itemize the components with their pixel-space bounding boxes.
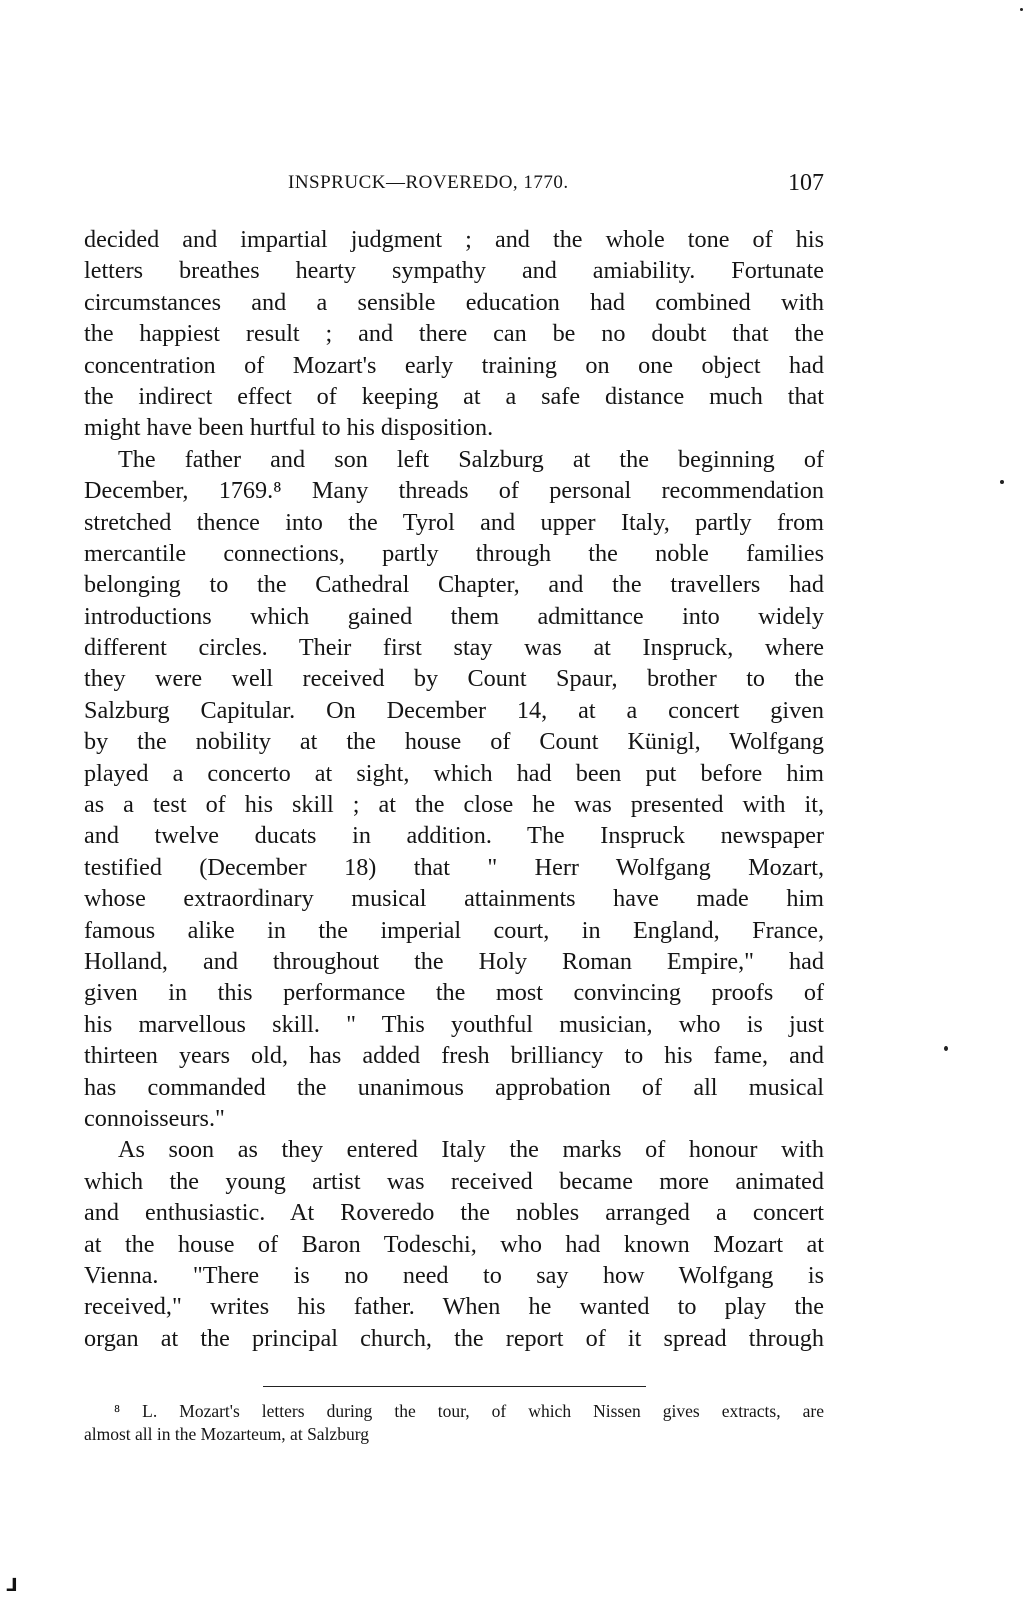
text-line: given in this performance the most convincing proofs of bbox=[84, 979, 824, 1007]
text-line: connoisseurs." bbox=[84, 1104, 225, 1132]
footnote-line: almost all in the Mozarteum, at Salzburg bbox=[84, 1424, 369, 1444]
text-line: which the young artist was received became more animated bbox=[84, 1167, 824, 1195]
text-line: mercantile connections, partly through the noble families bbox=[84, 539, 824, 567]
text-line: famous alike in the imperial court, in England, France, bbox=[84, 916, 824, 944]
footnote-rule bbox=[263, 1386, 646, 1387]
text-line: Salzburg Capitular. On December 14, at a concert given bbox=[84, 696, 824, 724]
text-line: stretched thence into the Tyrol and upper Italy, partly from bbox=[84, 508, 824, 536]
text-line: and enthusiastic. At Roveredo the nobles arranged a concert bbox=[84, 1199, 824, 1227]
scan-corner-mark: ⅃ bbox=[6, 1575, 18, 1595]
text-line: thirteen years old, has added fresh brilliancy to his fame, and bbox=[84, 1042, 824, 1070]
text-line: the indirect effect of keeping at a safe distance much that bbox=[84, 382, 824, 410]
text-line: has commanded the unanimous approbation of all musical bbox=[84, 1073, 824, 1101]
corner-speck bbox=[1020, 8, 1023, 11]
text-line: belonging to the Cathedral Chapter, and the travellers had bbox=[84, 571, 824, 599]
text-line: at the house of Baron Todeschi, who had known Mozart at bbox=[84, 1230, 824, 1258]
margin-speck bbox=[1000, 480, 1004, 484]
footnote bbox=[84, 1400, 824, 1446]
text-line: by the nobility at the house of Count Künigl, Wolfgang bbox=[84, 728, 824, 756]
footnote-line: ⁸ L. Mozart's letters during the tour, of which Nissen gives extracts, are bbox=[114, 1401, 824, 1421]
paragraph-first-line: As soon as they entered Italy the marks of honour with bbox=[118, 1136, 824, 1164]
text-line: and twelve ducats in addition. The Inspruck newspaper bbox=[84, 822, 824, 850]
text-line: whose extraordinary musical attainments have made him bbox=[84, 885, 824, 913]
running-head bbox=[84, 172, 824, 202]
text-line: organ at the principal church, the report of it spread through bbox=[84, 1324, 824, 1352]
running-title: INSPRUCK—ROVEREDO, 1770. bbox=[288, 172, 569, 193]
text-line: circumstances and a sensible education had combined with bbox=[84, 288, 824, 316]
text-line: received," writes his father. When he wanted to play the bbox=[84, 1293, 824, 1321]
text-line: the happiest result ; and there can be no doubt that the bbox=[84, 320, 824, 348]
text-line: different circles. Their first stay was at Inspruck, where bbox=[84, 634, 824, 662]
text-line: December, 1769.⁸ Many threads of personal recommendation bbox=[84, 477, 824, 505]
text-line: letters breathes hearty sympathy and amiability. Fortunate bbox=[84, 257, 824, 285]
text-line: decided and impartial judgment ; and the whole tone of his bbox=[84, 226, 824, 253]
text-line: introductions which gained them admittance into widely bbox=[84, 602, 824, 630]
text-line: testified (December 18) that " Herr Wolfgang Mozart, bbox=[84, 853, 824, 881]
text-line: played a concerto at sight, which had been put before him bbox=[84, 759, 824, 787]
text-line: Vienna. "There is no need to say how Wolfgang is bbox=[84, 1261, 824, 1289]
text-line: as a test of his skill ; at the close he was presented with it, bbox=[84, 791, 824, 819]
page-number: 107 bbox=[788, 170, 824, 196]
paragraph-first-line: The father and son left Salzburg at the beginning of bbox=[118, 445, 824, 473]
body-text bbox=[84, 224, 824, 1354]
text-line: Holland, and throughout the Holy Roman Empire," had bbox=[84, 947, 824, 975]
margin-speck bbox=[944, 1046, 948, 1051]
text-line: they were well received by Count Spaur, brother to the bbox=[84, 665, 824, 693]
text-line: might have been hurtful to his disposition. bbox=[84, 414, 494, 442]
text-line: his marvellous skill. " This youthful musician, who is just bbox=[84, 1010, 824, 1038]
text-line: concentration of Mozart's early training on one object had bbox=[84, 351, 824, 379]
